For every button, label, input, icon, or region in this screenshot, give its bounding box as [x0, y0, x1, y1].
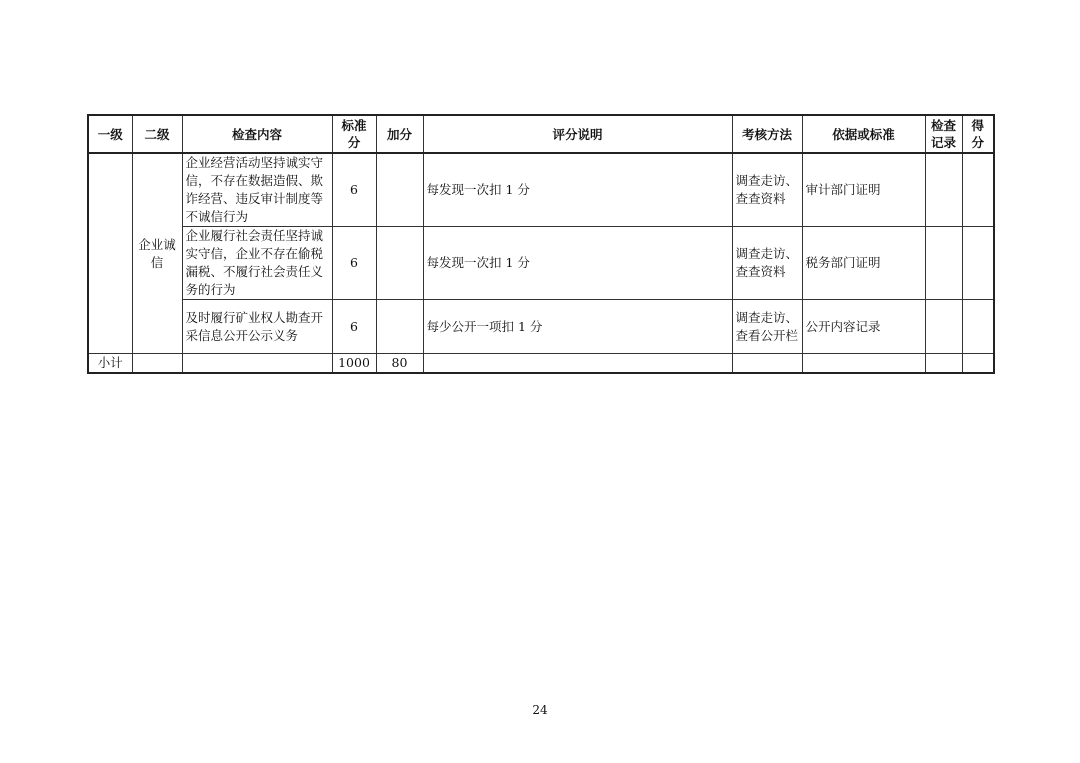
level1-cell: [88, 153, 132, 354]
header-scoring: 评分说明: [423, 115, 732, 153]
bonus-cell: [376, 227, 423, 300]
subtotal-bonus: 80: [376, 354, 423, 374]
subtotal-empty-cell: [732, 354, 802, 374]
table-row: [88, 300, 994, 354]
header-level1: 一级: [88, 115, 132, 153]
header-score: 得分: [962, 115, 994, 153]
content-cell: 及时履行矿业权人勘查开采信息公开公示义务: [182, 300, 332, 354]
level2-cell: 企业诚信: [132, 153, 182, 354]
method-cell: 调查走访、查查资料: [732, 227, 802, 300]
subtotal-empty-cell: [132, 354, 182, 374]
scoring-cell: 每发现一次扣 1 分: [423, 227, 732, 300]
standard-score-cell: 6: [332, 153, 376, 227]
bonus-cell: [376, 300, 423, 354]
bonus-cell: [376, 153, 423, 227]
score-cell: [962, 153, 994, 227]
subtotal-row: [88, 354, 994, 374]
scoring-cell: 每少公开一项扣 1 分: [423, 300, 732, 354]
basis-cell: 公开内容记录: [802, 300, 925, 354]
basis-cell: 审计部门证明: [802, 153, 925, 227]
header-bonus: 加分: [376, 115, 423, 153]
header-row: [88, 115, 994, 153]
content-cell: 企业履行社会责任坚持诚实守信，企业不存在偷税漏税、不履行社会责任义务的行为: [182, 227, 332, 300]
subtotal-label: 小计: [88, 354, 132, 374]
subtotal-empty-cell: [802, 354, 925, 374]
page-number: 24: [532, 703, 548, 717]
header-content: 检查内容: [182, 115, 332, 153]
method-cell: 调查走访、查查资料: [732, 153, 802, 227]
header-record: 检查记录: [925, 115, 962, 153]
evaluation-table: [87, 114, 995, 374]
record-cell: [925, 227, 962, 300]
score-cell: [962, 300, 994, 354]
content-cell: 企业经营活动坚持诚实守信，不存在数据造假、欺诈经营、违反审计制度等不诚信行为: [182, 153, 332, 227]
header-method: 考核方法: [732, 115, 802, 153]
subtotal-empty-cell: [182, 354, 332, 374]
scoring-cell: 每发现一次扣 1 分: [423, 153, 732, 227]
standard-score-cell: 6: [332, 300, 376, 354]
table-row: [88, 227, 994, 300]
table-row: [88, 153, 994, 227]
record-cell: [925, 300, 962, 354]
basis-cell: 税务部门证明: [802, 227, 925, 300]
header-basis: 依据或标准: [802, 115, 925, 153]
header-standard-score: 标准分: [332, 115, 376, 153]
record-cell: [925, 153, 962, 227]
standard-score-cell: 6: [332, 227, 376, 300]
subtotal-standard-score: 1000: [332, 354, 376, 374]
subtotal-empty-cell: [423, 354, 732, 374]
subtotal-empty-cell: [925, 354, 962, 374]
header-level2: 二级: [132, 115, 182, 153]
score-cell: [962, 227, 994, 300]
method-cell: 调查走访、查看公开栏: [732, 300, 802, 354]
subtotal-empty-cell: [962, 354, 994, 374]
